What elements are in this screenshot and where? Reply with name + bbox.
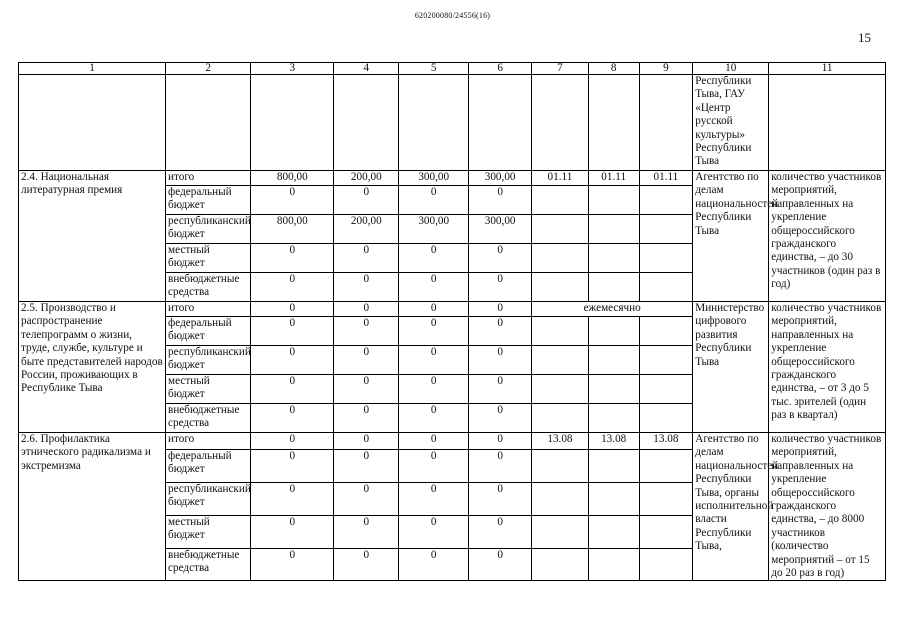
value-cell: 0 (469, 317, 532, 346)
source-label: местный бюджет (166, 244, 251, 273)
value-cell: 0 (251, 375, 334, 404)
value-cell: 0 (251, 186, 334, 215)
date-cell: 01.11 (639, 171, 693, 186)
source-label: федеральный бюджет (166, 186, 251, 215)
table-row (19, 171, 886, 186)
header-cell: 1 (19, 63, 166, 75)
date-cell: 13.08 (532, 433, 589, 450)
value-cell: 0 (251, 548, 334, 581)
source-label: федеральный бюджет (166, 317, 251, 346)
value-cell: 0 (469, 515, 532, 548)
header-cell: 10 (693, 63, 769, 75)
value-cell: 0 (469, 450, 532, 483)
source-label: внебюджетные средства (166, 548, 251, 581)
value-cell: 0 (251, 404, 334, 433)
value-cell: 0 (399, 244, 469, 273)
source-label: внебюджетные средства (166, 273, 251, 302)
source-label: итого (166, 171, 251, 186)
value-cell: 0 (399, 273, 469, 302)
value-cell: 0 (399, 404, 469, 433)
value-cell: 0 (469, 548, 532, 581)
date-cell: 13.08 (588, 433, 639, 450)
document-id: 620200080/24556(16) (414, 11, 491, 20)
value-cell: 0 (399, 548, 469, 581)
date-cell: 01.11 (588, 171, 639, 186)
value-cell: 0 (469, 433, 532, 450)
header-cell: 2 (166, 63, 251, 75)
source-label: итого (166, 433, 251, 450)
value-cell: 0 (469, 244, 532, 273)
header-row (19, 63, 886, 75)
source-label: местный бюджет (166, 515, 251, 548)
value-cell: 0 (399, 317, 469, 346)
value-cell: 0 (251, 433, 334, 450)
table-row (19, 433, 886, 450)
measure-name: 2.4. Национальная литературная премия (19, 171, 166, 302)
indicator-cell: количество участников мероприятий, направленных на укрепление общероссийского гражданского единства, – до 8000 участников (количество мероприятий – от 15 до 20 раз в год) (769, 433, 886, 581)
value-cell: 0 (251, 302, 334, 317)
value-cell: 0 (399, 302, 469, 317)
header-cell: 6 (469, 63, 532, 75)
source-label: итого (166, 302, 251, 317)
value-cell: 0 (469, 273, 532, 302)
value-cell: 0 (399, 375, 469, 404)
value-cell: 0 (469, 186, 532, 215)
value-cell: 0 (251, 244, 334, 273)
value-cell: 0 (334, 273, 399, 302)
period-cell: ежемесячно (532, 302, 693, 317)
value-cell: 0 (334, 244, 399, 273)
continuation-row (19, 75, 886, 171)
value-cell: 0 (334, 375, 399, 404)
source-label: местный бюджет (166, 375, 251, 404)
header-cell: 7 (532, 63, 589, 75)
header-cell: 9 (639, 63, 693, 75)
value-cell: 0 (469, 346, 532, 375)
value-cell: 0 (334, 346, 399, 375)
value-cell: 0 (469, 482, 532, 515)
date-cell: 01.11 (532, 171, 589, 186)
header-cell: 8 (588, 63, 639, 75)
value-cell: 0 (399, 433, 469, 450)
value-cell: 0 (399, 515, 469, 548)
value-cell: 0 (251, 273, 334, 302)
source-label: республиканский бюджет (166, 346, 251, 375)
value-cell: 300,00 (469, 215, 532, 244)
date-cell: 13.08 (639, 433, 693, 450)
source-label: внебюджетные средства (166, 404, 251, 433)
source-label: республиканский бюджет (166, 215, 251, 244)
header-cell: 11 (769, 63, 886, 75)
source-label: федеральный бюджет (166, 450, 251, 483)
value-cell: 0 (334, 317, 399, 346)
value-cell: 0 (251, 482, 334, 515)
measure-name: 2.5. Производство и распространение телепрограмм о жизни, труде, службе, культуре и быте представителей народов России, проживающих в Республике Тыва (19, 302, 166, 433)
value-cell: 0 (251, 515, 334, 548)
value-cell: 0 (334, 548, 399, 581)
value-cell: 0 (334, 450, 399, 483)
value-cell: 300,00 (399, 171, 469, 186)
value-cell: 300,00 (469, 171, 532, 186)
value-cell: 0 (334, 404, 399, 433)
value-cell: 0 (399, 482, 469, 515)
page-number: 15 (858, 30, 871, 45)
value-cell: 0 (469, 404, 532, 433)
value-cell: 300,00 (399, 215, 469, 244)
program-table (18, 62, 886, 581)
source-label: республиканский бюджет (166, 482, 251, 515)
value-cell: 0 (469, 302, 532, 317)
header-cell: 5 (399, 63, 469, 75)
value-cell: 0 (251, 450, 334, 483)
value-cell: 0 (399, 346, 469, 375)
value-cell: 0 (334, 433, 399, 450)
value-cell: 0 (251, 317, 334, 346)
executor-cell: Республики Тыва, ГАУ «Центр русской культуры» Республики Тыва (693, 75, 769, 171)
value-cell: 0 (399, 186, 469, 215)
value-cell: 800,00 (251, 171, 334, 186)
value-cell: 0 (334, 515, 399, 548)
value-cell: 800,00 (251, 215, 334, 244)
value-cell: 200,00 (334, 171, 399, 186)
indicator-cell: количество участников мероприятий, направленных на укрепление общероссийского гражданского единства, – до 30 участников (один раз в год) (769, 171, 886, 302)
executor-cell: Министерство цифрового развития Республики Тыва (693, 302, 769, 433)
value-cell: 0 (334, 482, 399, 515)
value-cell: 200,00 (334, 215, 399, 244)
value-cell: 0 (399, 450, 469, 483)
indicator-cell: количество участников мероприятий, направленных на укрепление общероссийского гражданского единства, – от 3 до 5 тыс. зрителей (один раз в квартал) (769, 302, 886, 433)
header-cell: 3 (251, 63, 334, 75)
executor-cell: Агентство по делам национальностей Республики Тыва, органы исполнительной власти Республики Тыва, (693, 433, 769, 581)
measure-name: 2.6. Профилактика этнического радикализма и экстремизма (19, 433, 166, 581)
value-cell: 0 (469, 375, 532, 404)
executor-cell: Агентство по делам национальностей Республики Тыва (693, 171, 769, 302)
value-cell: 0 (334, 186, 399, 215)
value-cell: 0 (334, 302, 399, 317)
header-cell: 4 (334, 63, 399, 75)
value-cell: 0 (251, 346, 334, 375)
table-row (19, 302, 886, 317)
